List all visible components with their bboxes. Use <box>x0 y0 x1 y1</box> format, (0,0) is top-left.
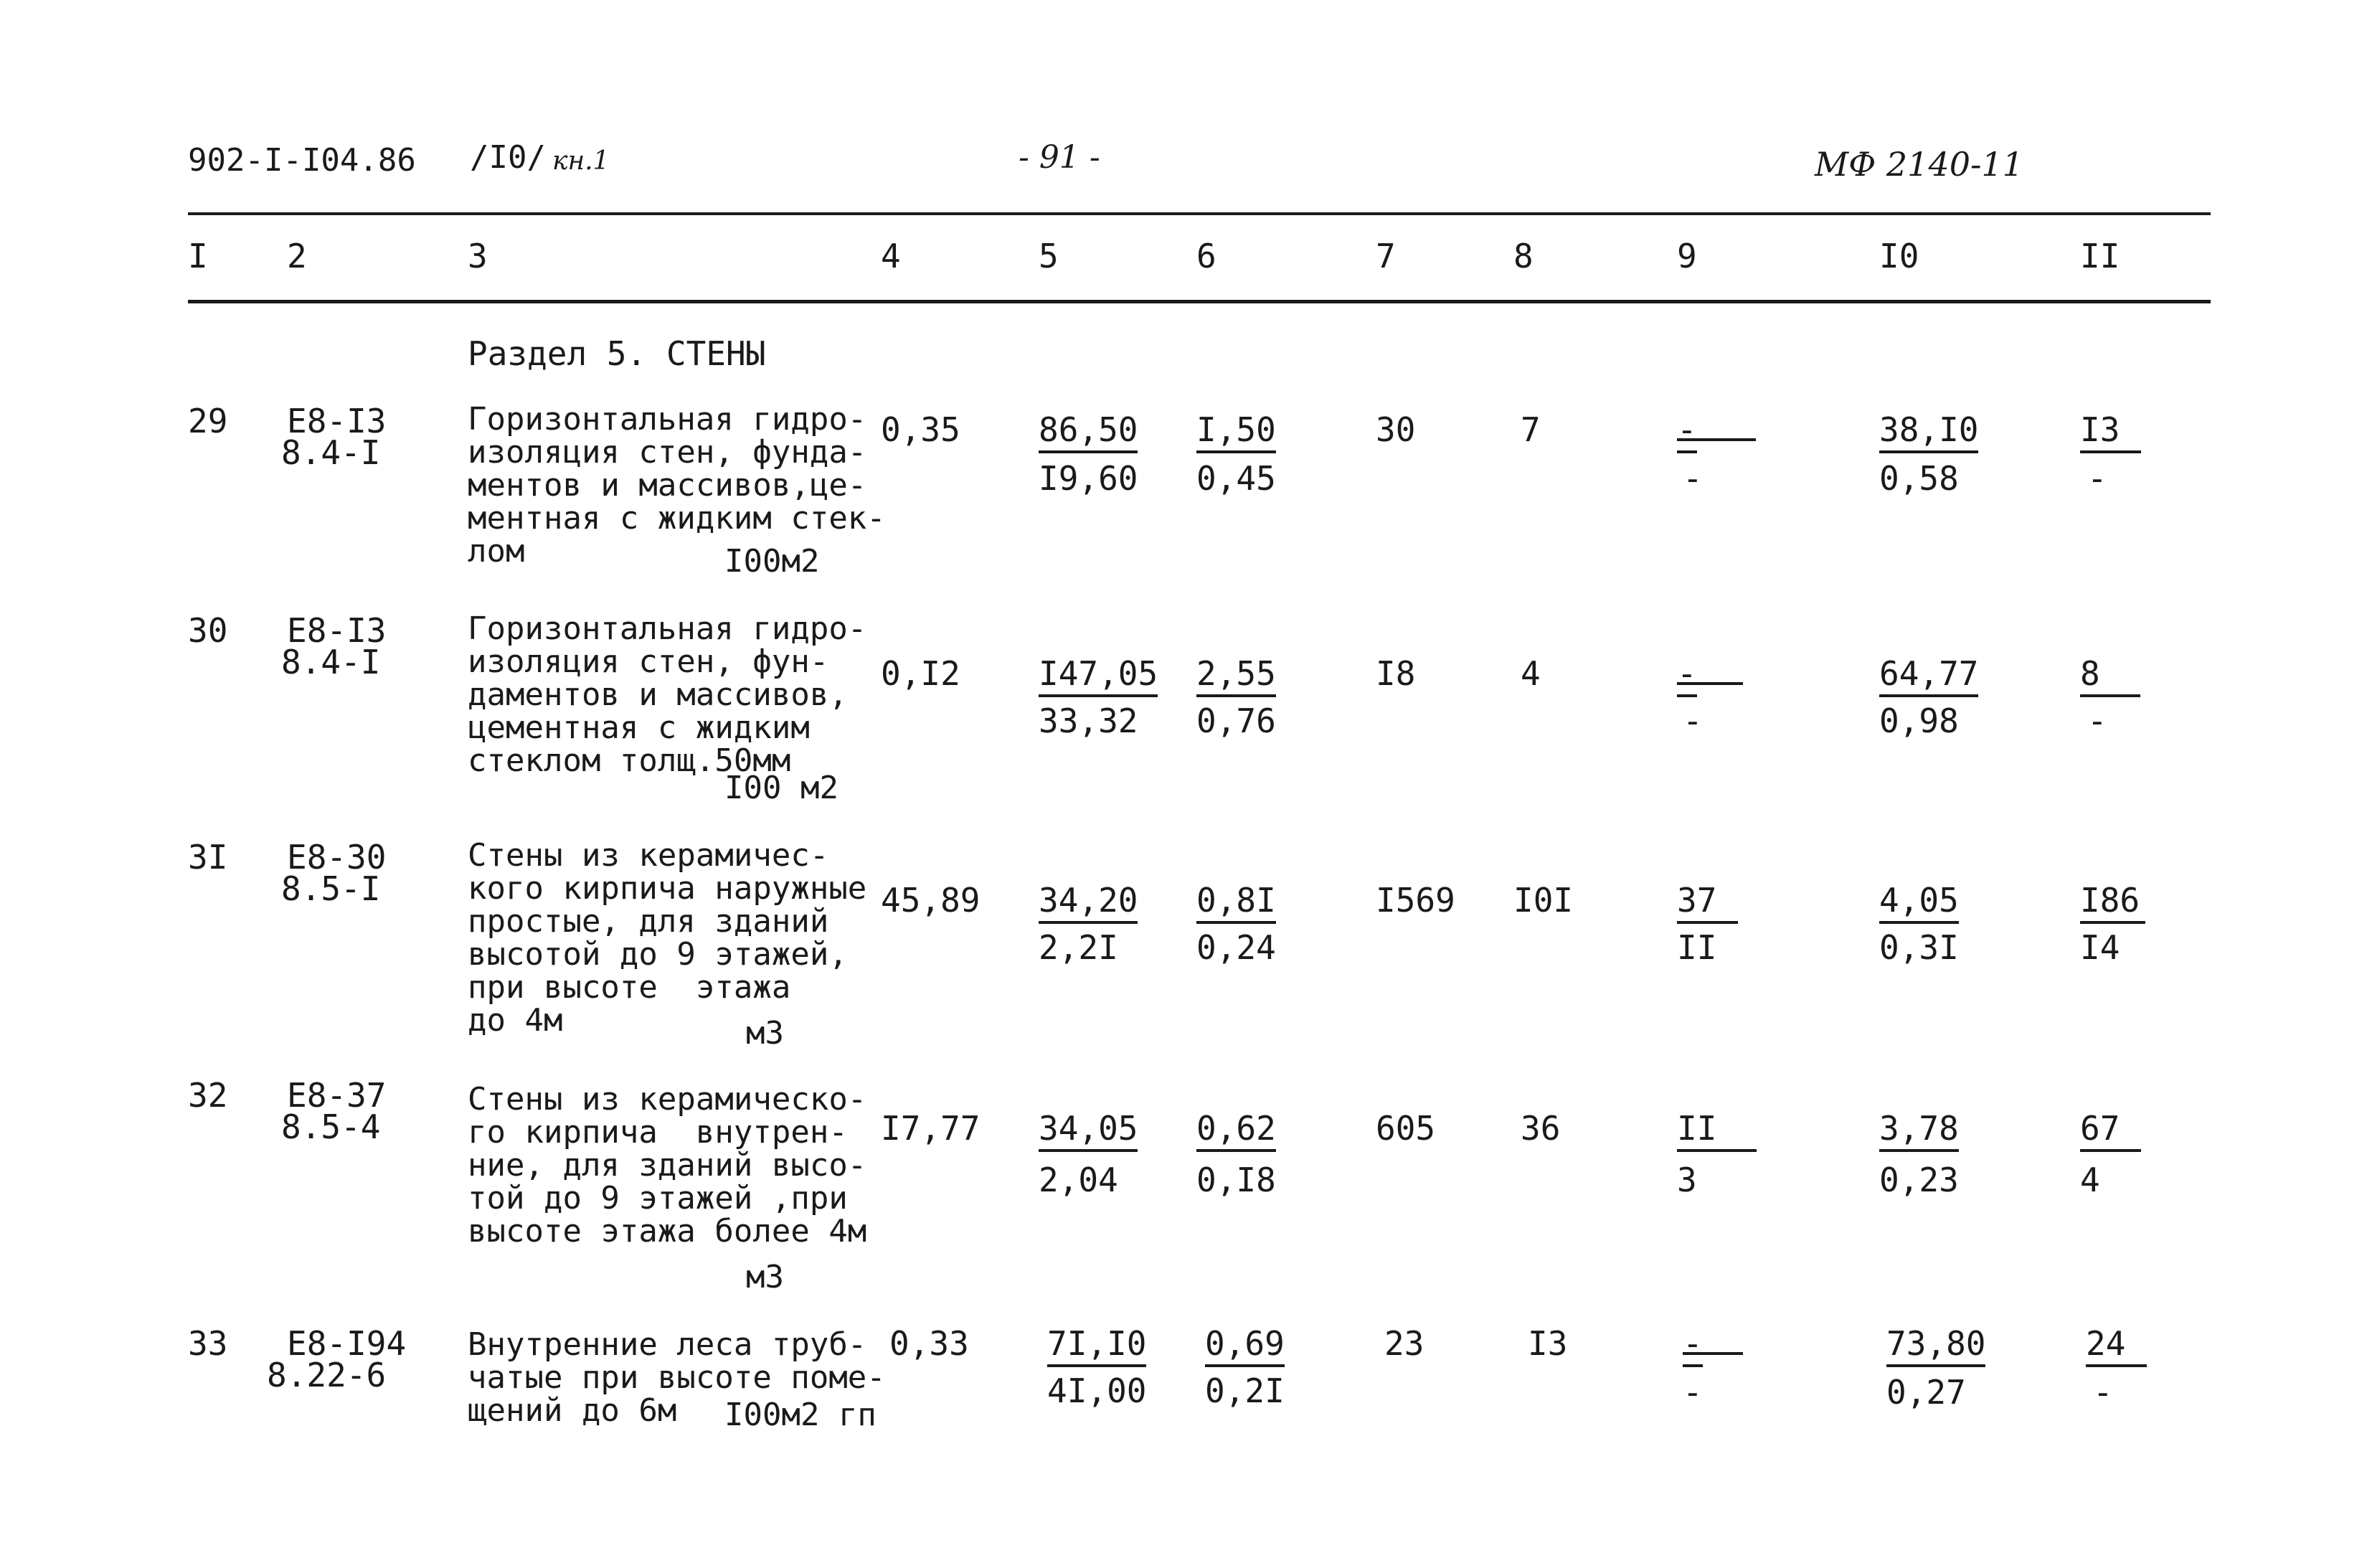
machine-total-wages: - <box>1683 459 1703 498</box>
row-number: 30 <box>188 611 228 650</box>
underline-mark <box>1677 663 1743 685</box>
total-cost: 30 <box>1376 410 1416 449</box>
cost-wages: 2,2I <box>1039 928 1118 967</box>
column-header: 9 <box>1677 237 1697 275</box>
total-wages: I3 <box>1528 1324 1568 1363</box>
total-cost: 23 <box>1384 1324 1424 1363</box>
section-title: Раздел 5. СТЕНЫ <box>468 334 766 373</box>
unit-of-measure: I00м2 гп <box>724 1397 876 1433</box>
norm-subcode: 8.22-6 <box>267 1356 387 1394</box>
norm-code: Е8-30 <box>287 838 387 877</box>
row-number: 29 <box>188 402 228 440</box>
labor-total: 8 <box>2080 654 2140 697</box>
machine-total-wages: 3 <box>1677 1161 1697 1199</box>
unit-of-measure: м3 <box>746 1015 784 1052</box>
labor-unit: 38,I0 <box>1879 410 1978 453</box>
machine-cost: 2,55 <box>1196 654 1276 697</box>
machine-wages: 0,76 <box>1196 702 1276 740</box>
row-number: 32 <box>188 1076 228 1115</box>
column-header: 3 <box>468 237 488 275</box>
work-description: Горизонтальная гидро- изоляция стен, фун- даментов и массивов, цементная с жидким стеклом толщ.50мм <box>468 610 867 779</box>
norm-subcode: 8.5-I <box>281 869 381 908</box>
column-header: 2 <box>287 237 307 275</box>
column-header: 8 <box>1513 237 1534 275</box>
total-wages: 36 <box>1521 1109 1561 1148</box>
book-mark: кн.1 <box>552 146 610 176</box>
labor-unit-machine: 0,23 <box>1879 1161 1959 1199</box>
column-header: 6 <box>1196 237 1216 275</box>
quantity: 0,I2 <box>881 654 960 693</box>
table-top-rule <box>188 212 2211 215</box>
machine-total: II <box>1677 1109 1757 1152</box>
row-number: 33 <box>188 1324 228 1363</box>
machine-wages: 0,45 <box>1196 459 1276 498</box>
machine-total: 37 <box>1677 881 1738 924</box>
unit-of-measure: м3 <box>746 1259 784 1295</box>
column-header: 4 <box>881 237 901 275</box>
total-wages: 4 <box>1521 654 1541 693</box>
total-cost: 605 <box>1376 1109 1436 1148</box>
underline-mark <box>1683 1333 1743 1355</box>
machine-cost: 0,69 <box>1205 1324 1285 1367</box>
work-description: Стены из керамичес- кого кирпича наружные простые, для зданий высотой до 9 этажей, при высоте этажа до 4м <box>468 837 867 1039</box>
quantity: 0,35 <box>881 410 960 449</box>
cost-total: 7I,I0 <box>1047 1324 1146 1367</box>
machine-wages: 0,2I <box>1205 1371 1285 1410</box>
cost-total: I47,05 <box>1039 654 1158 697</box>
labor-total-machine: 4 <box>2080 1161 2100 1199</box>
stamp-code: МФ 2140-11 <box>1815 145 2024 184</box>
norm-subcode: 8.5-4 <box>281 1107 381 1146</box>
header-bottom-rule <box>188 300 2211 303</box>
underline-mark <box>1677 420 1756 441</box>
machine-wages: 0,I8 <box>1196 1161 1276 1199</box>
machine-total: - <box>1683 1324 1703 1367</box>
unit-of-measure: I00 м2 <box>724 770 838 806</box>
column-header: II <box>2080 237 2120 275</box>
machine-total-wages: - <box>1683 702 1703 740</box>
machine-cost: I,50 <box>1196 410 1276 453</box>
labor-unit: 3,78 <box>1879 1109 1959 1152</box>
labor-total-machine: - <box>2087 702 2107 740</box>
doc-code: 902-I-I04.86 <box>188 142 416 179</box>
labor-unit-machine: 0,27 <box>1886 1373 1966 1412</box>
cost-wages: 33,32 <box>1039 702 1138 740</box>
labor-unit: 64,77 <box>1879 654 1978 697</box>
cost-wages: I9,60 <box>1039 459 1138 498</box>
page-number: - 91 - <box>1019 139 1100 176</box>
cost-wages: 2,04 <box>1039 1161 1118 1199</box>
norm-subcode: 8.4-I <box>281 433 381 472</box>
machine-total-wages: II <box>1677 928 1717 967</box>
work-description: Горизонтальная гидро- изоляция стен, фунда- ментов и массивов,це- ментная с жидким стек- лом <box>468 401 886 570</box>
unit-of-measure: I00м2 <box>724 543 820 580</box>
labor-unit-machine: 0,3I <box>1879 928 1959 967</box>
labor-total: I3 <box>2080 410 2141 453</box>
labor-total-machine: I4 <box>2080 928 2120 967</box>
machine-total-wages: - <box>1683 1373 1703 1412</box>
work-description: Стены из керамическо- го кирпича внутрен- ние, для зданий высо- той до 9 этажей ,при высоте этажа более 4м <box>468 1081 867 1250</box>
cost-wages: 4I,00 <box>1047 1371 1147 1410</box>
machine-wages: 0,24 <box>1196 928 1276 967</box>
labor-unit-machine: 0,98 <box>1879 702 1959 740</box>
total-cost: I569 <box>1376 881 1455 920</box>
machine-cost: 0,62 <box>1196 1109 1276 1152</box>
machine-cost: 0,8I <box>1196 881 1276 924</box>
labor-unit-machine: 0,58 <box>1879 459 1959 498</box>
volume-number: /I0/ <box>470 139 546 176</box>
quantity: I7,77 <box>881 1109 981 1148</box>
labor-total: 24 <box>2086 1324 2147 1367</box>
norm-subcode: 8.4-I <box>281 643 381 681</box>
total-wages: I0I <box>1513 881 1574 920</box>
labor-total-machine: - <box>2093 1373 2113 1412</box>
norm-code: Е8-I3 <box>287 402 387 440</box>
cost-total: 34,05 <box>1039 1109 1138 1152</box>
machine-total: - <box>1677 410 1697 453</box>
labor-total-machine: - <box>2087 459 2107 498</box>
norm-code: Е8-I3 <box>287 611 387 650</box>
column-header: 7 <box>1376 237 1396 275</box>
norm-code: Е8-37 <box>287 1076 387 1115</box>
total-cost: I8 <box>1376 654 1416 693</box>
labor-total: I86 <box>2080 881 2145 924</box>
quantity: 45,89 <box>881 881 981 920</box>
column-header: I <box>188 237 208 275</box>
row-number: 3I <box>188 838 228 877</box>
column-header: I0 <box>1879 237 1919 275</box>
quantity: 0,33 <box>889 1324 969 1363</box>
machine-total: - <box>1677 654 1697 697</box>
labor-total: 67 <box>2080 1109 2141 1152</box>
labor-unit: 73,80 <box>1886 1324 1985 1367</box>
work-description: Внутренние леса труб- чатые при высоте поме- щений до 6м <box>468 1326 886 1429</box>
total-wages: 7 <box>1521 410 1541 449</box>
norm-code: Е8-I94 <box>287 1324 407 1363</box>
cost-total: 86,50 <box>1039 410 1138 453</box>
column-header: 5 <box>1039 237 1059 275</box>
cost-total: 34,20 <box>1039 881 1138 924</box>
labor-unit: 4,05 <box>1879 881 1959 924</box>
